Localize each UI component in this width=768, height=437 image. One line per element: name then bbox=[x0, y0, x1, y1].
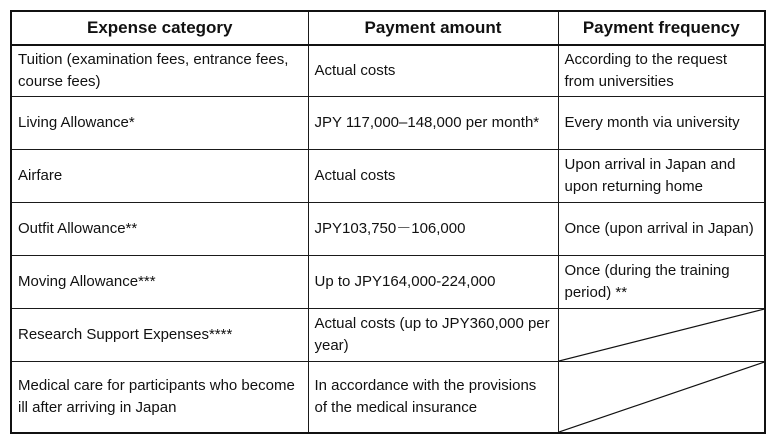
frequency-cell: Once (during the training period) ** bbox=[558, 256, 765, 309]
category-cell: Moving Allowance*** bbox=[11, 256, 308, 309]
amount-cell: Actual costs bbox=[308, 45, 558, 97]
category-cell: Living Allowance* bbox=[11, 97, 308, 150]
header-expense-category: Expense category bbox=[11, 11, 308, 45]
diagonal-slash-line bbox=[559, 309, 765, 361]
table-row bbox=[11, 309, 765, 362]
frequency-cell: Upon arrival in Japan and upon returning home bbox=[558, 150, 765, 203]
header-payment-amount: Payment amount bbox=[308, 11, 558, 45]
category-cell: Research Support Expenses**** bbox=[11, 309, 308, 362]
category-cell: Outfit Allowance** bbox=[11, 203, 308, 256]
amount-cell: JPY103,750－106,000 bbox=[308, 203, 558, 256]
category-cell: Medical care for participants who become ill after arriving in Japan bbox=[11, 362, 308, 434]
table-row bbox=[11, 203, 765, 256]
amount-cell: Up to JPY164,000-224,000 bbox=[308, 256, 558, 309]
frequency-cell: According to the request from universities bbox=[558, 45, 765, 97]
amount-cell: JPY 117,000–148,000 per month* bbox=[308, 97, 558, 150]
frequency-cell: Every month via university bbox=[558, 97, 765, 150]
not-applicable-cell bbox=[558, 309, 765, 362]
table-row bbox=[11, 150, 765, 203]
frequency-cell: Once (upon arrival in Japan) bbox=[558, 203, 765, 256]
amount-cell: In accordance with the provisions of the medical insurance bbox=[308, 362, 558, 434]
table-row bbox=[11, 45, 765, 97]
table-row bbox=[11, 97, 765, 150]
expense-table bbox=[10, 10, 766, 434]
amount-cell: Actual costs bbox=[308, 150, 558, 203]
category-cell: Tuition (examination fees, entrance fees, course fees) bbox=[11, 45, 308, 97]
header-row bbox=[11, 11, 765, 45]
category-cell: Airfare bbox=[11, 150, 308, 203]
amount-cell: Actual costs (up to JPY360,000 per year) bbox=[308, 309, 558, 362]
not-applicable-cell bbox=[558, 362, 765, 434]
diagonal-slash-line bbox=[559, 362, 765, 432]
header-payment-frequency: Payment frequency bbox=[558, 11, 765, 45]
table-row bbox=[11, 256, 765, 309]
table-row bbox=[11, 362, 765, 434]
